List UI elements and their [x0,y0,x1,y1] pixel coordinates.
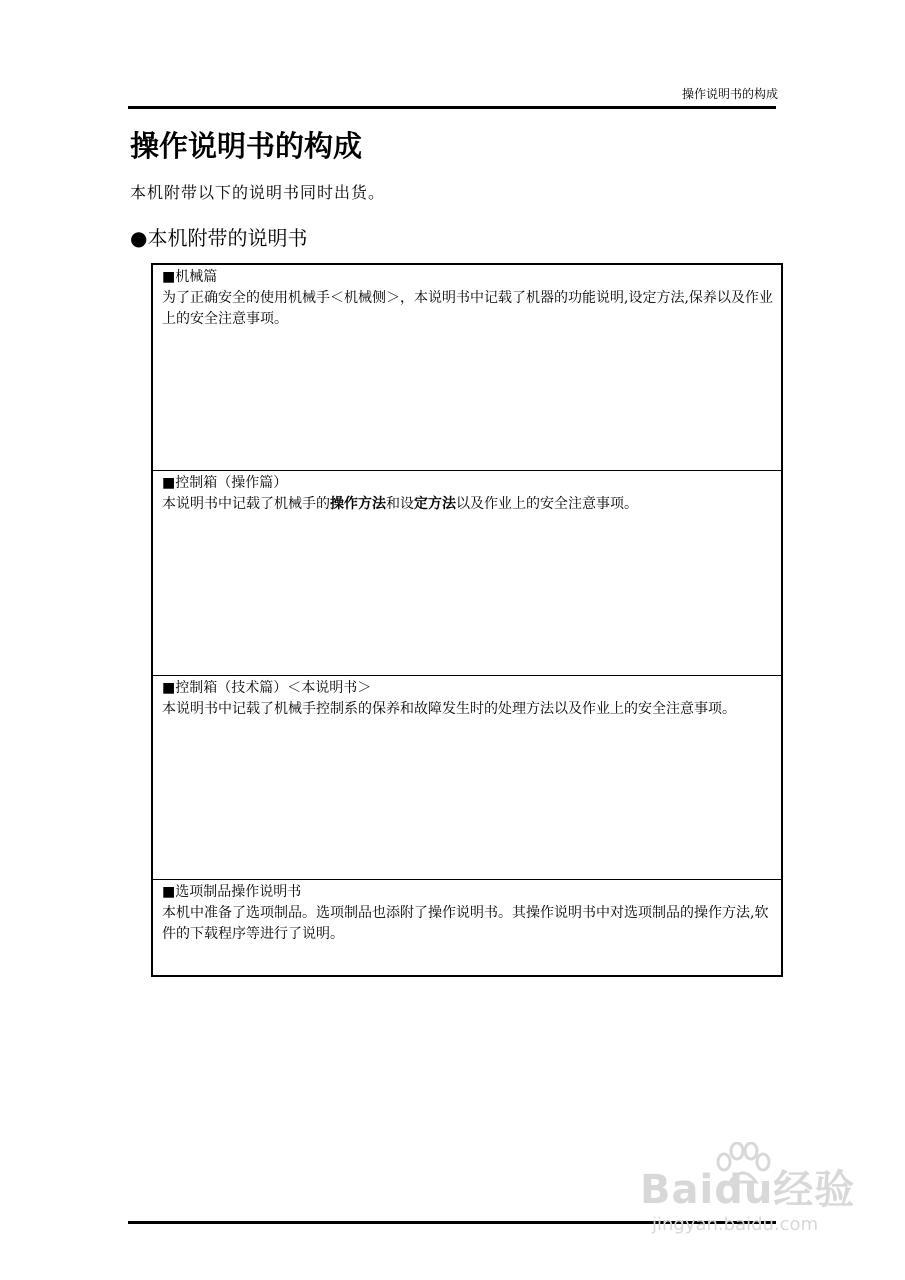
manual-entry-description: 为了正确安全的使用机械手＜机械侧＞，本说明书中记载了机器的功能说明,设定方法,保养以及作业上的安全注意事项。 [162,290,773,327]
header-rule [128,106,776,109]
watermark-url: jingyan.baidu.com [652,1214,819,1235]
description-emphasis: 操作方法 [330,496,386,512]
running-header: 操作说明书的构成 [681,87,778,101]
manual-entry-mechanical [153,265,781,470]
manual-entry-description: 本说明书中记载了机械手控制系的保养和故障发生时的处理方法以及作业上的安全注意事项。 [162,701,736,717]
description-text: 以及作业上的安全注意事项。 [456,496,638,512]
description-emphasis: 定方法 [414,496,456,512]
manual-entry-options [153,879,781,975]
section-heading: ●本机附带的说明书 [130,226,308,250]
watermark-logo-text: Baidu经验 [640,1167,856,1213]
manual-entry-description [162,494,773,515]
manual-entry-title: ■机械篇 [162,269,218,285]
manual-entry-title: ■控制箱（技术篇）＜本说明书＞ [162,680,372,696]
manual-entry-description: 本机中准备了选项制品。选项制品也添附了操作说明书。其操作说明书中对选项制品的操作方法,软件的下载程序等进行了说明。 [162,905,769,942]
page-title: 操作说明书的构成 [130,129,363,163]
manuals-table [151,263,783,977]
manual-entry-controller-operation [153,470,781,675]
manual-entry-title: ■选项制品操作说明书 [162,884,302,900]
intro-text: 本机附带以下的说明书同时出货。 [130,183,386,202]
manual-entry-controller-technical [153,675,781,879]
description-text: 和设 [386,496,414,512]
baidu-watermark [640,1142,860,1242]
description-text: 本说明书中记载了机械手的 [162,496,330,512]
manual-entry-title: ■控制箱（操作篇） [162,475,288,491]
